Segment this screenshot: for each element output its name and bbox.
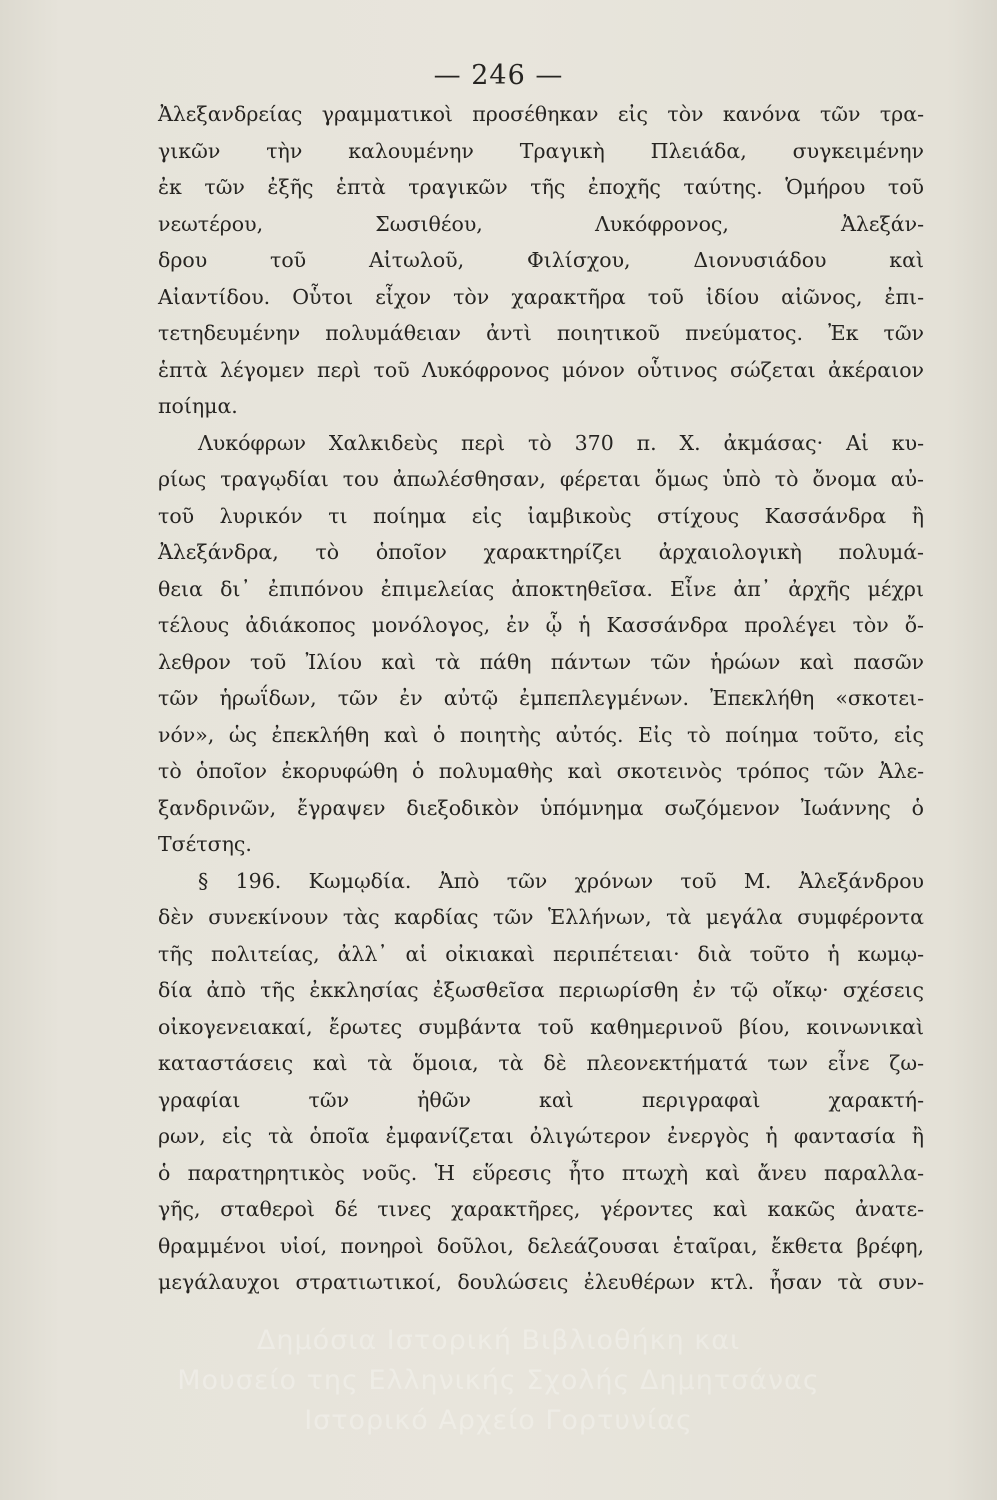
text-line: ἑπτὰ λέγομεν περὶ τοῦ Λυκόφρονος μόνον οὗτινος σώζεται ἀκέραιον bbox=[158, 357, 924, 382]
text-line: ἐκ τῶν ἐξῆς ἑπτὰ τραγικῶν τῆς ἐποχῆς ταύτης. Ὁμήρου τοῦ bbox=[158, 175, 924, 199]
text-line: ρίως τραγῳδίαι του ἀπωλέσθησαν, φέρεται ὅμως ὑπὸ τὸ ὄνομα αὐ- bbox=[158, 467, 924, 491]
text-line: Λυκόφρων Χαλκιδεὺς περὶ τὸ 370 π. Χ. ἀκμάσας· Αἱ κυ- bbox=[198, 430, 924, 455]
text-line: λεθρον τοῦ Ἰλίου καὶ τὰ πάθη πάντων τῶν ἡρώων καὶ πασῶν bbox=[158, 649, 924, 674]
text-line: μεγάλαυχοι στρατιωτικοί, δουλώσεις ἐλευθέρων κτλ. ἦσαν τὰ συν- bbox=[158, 1270, 924, 1294]
text-line: Ἀλεξανδρείας γραμματικοὶ προσέθηκαν εἰς τὸν κανόνα τῶν τρα- bbox=[158, 102, 924, 126]
watermark-line: Μουσείο της Ελληνικής Σχολής Δημητσάνας bbox=[177, 1365, 820, 1396]
text-line: δία ἀπὸ τῆς ἐκκλησίας ἐξωσθεῖσα περιωρίσθη ἐν τῷ οἴκῳ· σχέσεις bbox=[158, 978, 924, 1002]
text-line: ὁ παρατηρητικὸς νοῦς. Ἡ εὕρεσις ἦτο πτωχὴ καὶ ἄνευ παραλλα- bbox=[158, 1160, 924, 1185]
text-line: γραφίαι τῶν ἠθῶν καὶ περιγραφαὶ χαρακτή- bbox=[158, 1087, 924, 1112]
text-line: θραμμένοι υἱοί, πονηροὶ δοῦλοι, δελεάζουσαι ἑταῖραι, ἔκθετα βρέφη, bbox=[158, 1233, 924, 1258]
text-line: ρων, εἰς τὰ ὁποῖα ἐμφανίζεται ὀλιγώτερον ἐνεργὸς ἡ φαντασία ἢ bbox=[158, 1124, 924, 1148]
text-line: καταστάσεις καὶ τὰ ὅμοια, τὰ δὲ πλεονεκτήματά των εἶνε ζω- bbox=[158, 1051, 924, 1075]
text-line: οἰκογενειακαί, ἔρωτες συμβάντα τοῦ καθημερινοῦ βίου, κοινωνικαὶ bbox=[158, 1014, 924, 1039]
text-line: θεια δι᾽ ἐπιπόνου ἐπιμελείας ἀποκτηθεῖσα. Εἶνε ἀπ᾽ ἀρχῆς μέχρι bbox=[158, 576, 924, 601]
text-line: νεωτέρου, Σωσιθέου, Λυκόφρονος, Ἀλεξάν- bbox=[158, 211, 924, 236]
body-text bbox=[158, 96, 924, 1301]
watermark-line: Δημόσια Ιστορική Βιβλιοθήκη και bbox=[256, 1325, 741, 1356]
watermark-line: Ιστορικό Αρχείο Γορτυνίας bbox=[304, 1405, 693, 1436]
text-line: Ἀλεξάνδρα, τὸ ὁποῖον χαρακτηρίζει ἀρχαιολογικὴ πολυμά- bbox=[158, 540, 924, 564]
text-line: δρου τοῦ Αἰτωλοῦ, Φιλίσχου, Διονυσιάδου καὶ bbox=[158, 248, 924, 272]
text-line: τετηδευμένην πολυμάθειαν ἀντὶ ποιητικοῦ πνεύματος. Ἐκ τῶν bbox=[158, 321, 924, 345]
text-line: νόν», ὡς ἐπεκλήθη καὶ ὁ ποιητὴς αὐτός. Εἰς τὸ ποίημα τοῦτο, εἰς bbox=[158, 722, 924, 747]
text-line: τῆς πολιτείας, ἀλλ᾽ αἱ οἰκιακαὶ περιπέτειαι· διὰ τοῦτο ἡ κωμῳ- bbox=[158, 941, 924, 966]
text-line: τῶν ἡρωΐδων, τῶν ἐν αὐτῷ ἐμπεπλεγμένων. Ἐπεκλήθη «σκοτει- bbox=[158, 686, 924, 710]
page-number: — 246 — bbox=[433, 60, 564, 91]
text-line: ξανδρινῶν, ἔγραψεν διεξοδικὸν ὑπόμνημα σωζόμενον Ἰωάννης ὁ bbox=[158, 795, 924, 820]
text-line: τοῦ λυρικόν τι ποίημα εἰς ἰαμβικοὺς στίχους Κασσάνδρα ἢ bbox=[158, 503, 924, 528]
text-line: Τσέτσης. bbox=[158, 832, 252, 856]
text-line: τὸ ὁποῖον ἐκορυφώθη ὁ πολυμαθὴς καὶ σκοτεινὸς τρόπος τῶν Ἀλε- bbox=[158, 759, 924, 783]
text-line: Αἰαντίδου. Οὗτοι εἶχον τὸν χαρακτῆρα τοῦ ἰδίου αἰῶνος, ἐπι- bbox=[158, 284, 924, 309]
text-line: γικῶν τὴν καλουμένην Τραγικὴ Πλειάδα, συγκειμένην bbox=[158, 138, 924, 163]
section-heading-line: § 196. Κωμῳδία. Ἀπὸ τῶν χρόνων τοῦ Μ. Ἀλεξάνδρου bbox=[198, 868, 924, 893]
text-line: γῆς, σταθεροὶ δέ τινες χαρακτῆρες, γέροντες καὶ κακῶς ἀνατε- bbox=[158, 1197, 924, 1221]
text-line: δὲν συνεκίνουν τὰς καρδίας τῶν Ἑλλήνων, τὰ μεγάλα συμφέροντα bbox=[158, 905, 924, 929]
text-line: τέλους ἀδιάκοπος μονόλογος, ἐν ᾧ ἡ Κασσάνδρα προλέγει τὸν ὄ- bbox=[158, 613, 924, 637]
text-line: ποίημα. bbox=[158, 394, 238, 418]
